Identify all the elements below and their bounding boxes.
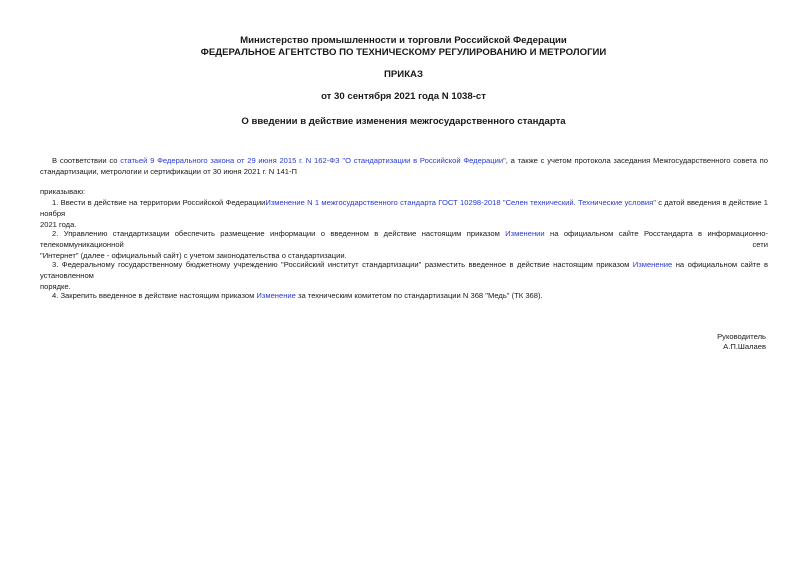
document-type: ПРИКАЗ — [384, 69, 423, 80]
signature-role: Руководитель — [717, 332, 766, 341]
amendment-link-2[interactable]: Изменении — [505, 229, 545, 238]
item-2-text-cont: на официальном сайте Росстандарта в информационно-телекоммуникационной сети — [40, 229, 768, 249]
item-3-line-2: порядке. — [40, 282, 71, 291]
item-4 — [40, 290, 768, 301]
document-title: О введении в действие изменения межгосударственного стандарта — [241, 116, 566, 127]
signature-name: А.П.Шалаев — [723, 342, 766, 351]
preamble-line-2: стандартизации, метрологии и сертификации от 30 июня 2021 г. N 141-П — [40, 167, 298, 176]
item-1-line-1 — [40, 197, 768, 219]
preamble-line-1 — [40, 155, 768, 166]
document-date-number: от 30 сентября 2021 года N 1038-ст — [321, 91, 486, 102]
item-3-text-cont: на официальном сайте в установленном — [40, 260, 768, 280]
amendment-link-4[interactable]: Изменение — [256, 291, 296, 300]
item-3-line-1 — [40, 259, 768, 281]
preamble-text-cont: , а также с учетом протокола заседания Межгосударственного совета по — [505, 156, 769, 165]
preamble-text: В соответствии со — [52, 156, 121, 165]
item-2-line-2: "Интернет" (далее - официальный сайт) с учетом законодательства о стандартизации. — [40, 251, 347, 260]
order-word: приказываю: — [40, 187, 86, 196]
preamble — [40, 155, 768, 177]
item-3 — [40, 259, 768, 292]
ministry-name: Министерство промышленности и торговли Российской Федерации — [240, 35, 567, 46]
item-4-text-cont: за техническим комитетом по стандартизации N 368 "Медь" (ТК 368). — [295, 291, 543, 300]
item-1 — [40, 197, 768, 230]
item-2 — [40, 228, 768, 261]
amendment-gost-link[interactable]: Изменение N 1 межгосударственного стандарта ГОСТ 10298-2018 "Селен технический. Технические условия" — [265, 198, 656, 207]
item-1-text-cont: с датой введения в действие 1 ноября — [40, 198, 768, 218]
item-4-text: 4. Закрепить введенное в действие настоящим приказом — [52, 291, 257, 300]
item-2-text: 2. Управлению стандартизации обеспечить размещение информации о введенном в действие настоящим приказом — [52, 229, 506, 238]
federal-law-link[interactable]: статьей 9 Федерального закона от 29 июня 2015 г. N 162-ФЗ "О стандартизации в Российской Федерации" — [120, 156, 506, 165]
item-1-text: 1. Ввести в действие на территории Российской Федерации — [52, 198, 266, 207]
item-2-line-1 — [40, 228, 768, 250]
amendment-link-3[interactable]: Изменение — [632, 260, 673, 269]
item-4-line-1 — [40, 290, 768, 301]
item-3-text: 3. Федеральному государственному бюджетному учреждению "Российский институт стандартизации" разместить введенное в действие настоящим приказом — [52, 260, 633, 269]
item-1-line-2: 2021 года. — [40, 220, 77, 229]
agency-name: ФЕДЕРАЛЬНОЕ АГЕНТСТВО ПО ТЕХНИЧЕСКОМУ РЕГУЛИРОВАНИЮ И МЕТРОЛОГИИ — [200, 47, 607, 58]
